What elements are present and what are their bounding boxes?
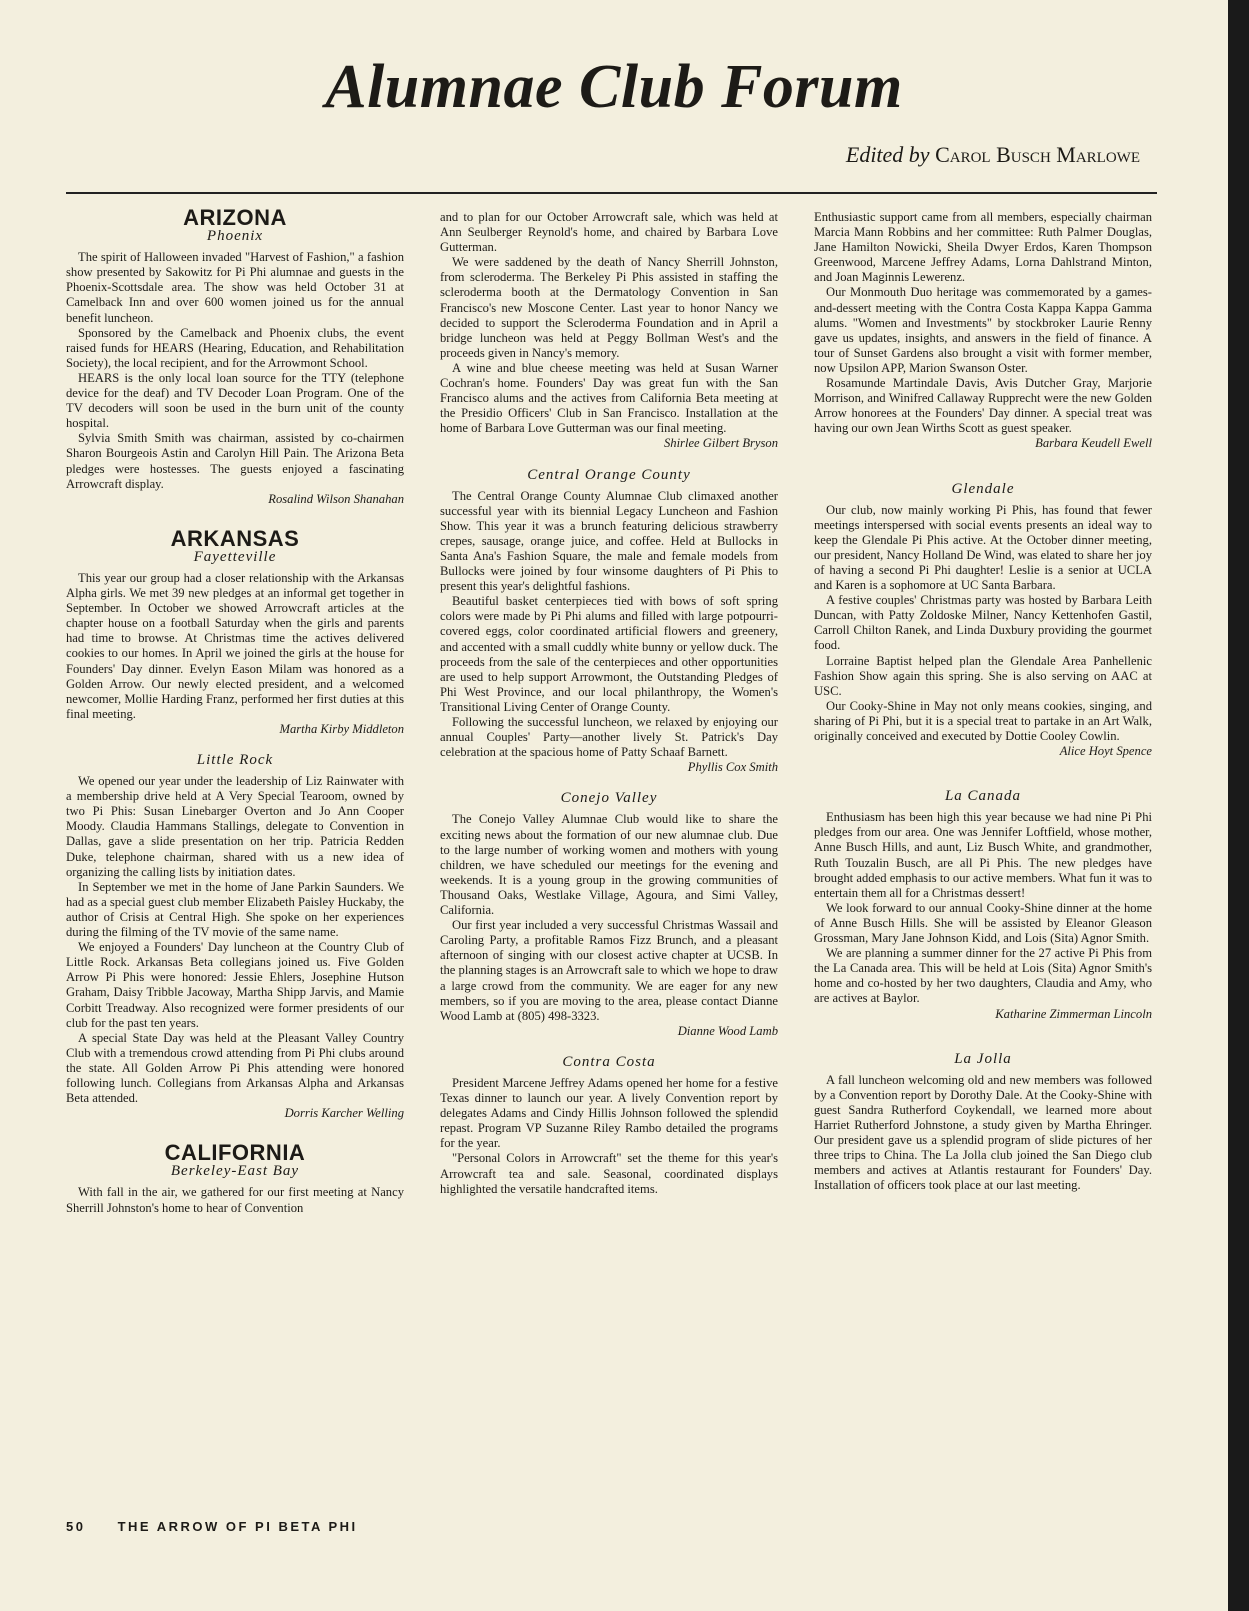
publication-name: THE ARROW OF PI BETA PHI [117,1519,358,1534]
paragraph: A wine and blue cheese meeting was held at Susan Warner Cochran's home. Founders' Day was great fun with the San Francisco alums and the actives from California Beta meeting at the Presidio Officers' Club in San Francisco. Installation at the home of Barbara Love Gutterman was our final meeting. [440,360,778,436]
column-1 [66,205,404,1216]
paragraph: We opened our year under the leadership of Liz Rainwater with a membership drive held at A Very Special Tearoom, owned by two Pi Phis: Susan Linebarger Overton and Jo Ann Cooper Moody. Claudia Hammans Stallings, delegate to Convention in Dallas, gave a slide presentation on her trip. Patricia Redden Duke, telephone chairman, shared with us a new idea of organizing the calling lists by initiation dates. [66,774,404,879]
paragraph: Sylvia Smith Smith was chairman, assisted by co-chairmen Sharon Bourgeois Astin and Carolyn Hill Pain. The Arizona Beta pledges were hostesses. The guests enjoyed a fascinating Arrowcraft display. [66,431,404,491]
paragraph: We enjoyed a Founders' Day luncheon at the Country Club of Little Rock. Arkansas Beta collegians joined us. Five Golden Arrow Pi Phis were honored: Jessie Ehlers, Josephine Hutson Graham, Daisy Tribble Jacoway, Martha Shipp Jarvis, and Mamie Corbitt Treadway. Also recognized were former presidents of our club for the past ten years. [66,940,404,1030]
section-heading-arizona: ARIZONA [183,205,287,230]
section-heading-arkansas: ARKANSAS [170,525,300,551]
signature: Martha Kirby Middleton [279,721,404,736]
editor-name: Carol Busch Marlowe [935,142,1140,167]
paragraph: Rosamunde Martindale Davis, Avis Dutcher Gray, Marjorie Morrison, and Winifred Callaway Rupprecht were the new Golden Arrow honorees at the Founders' Day dinner. A special treat was having our own Jean Wirths Scott as guest speaker. [814,376,1152,436]
paragraph: This year our group had a closer relationship with the Arkansas Alpha girls. We met 39 new pledges at an informal get together in September. In October we showed Arrowcraft articles at the chapter house on a football Saturday when the girls and parents had time to browse. At Christmas time the actives delivered cookies to our homes. In April we joined the girls at the house for Founders' Day dinner. Evelyn Eason Milam was honored as a Golden Arrow. Our newly elected president, and a welcomed newcomer, Mollie Harding Franz, performed her first duties at this final meeting. [66,570,404,721]
paragraph: Beautiful basket centerpieces tied with bows of soft spring colors were made by Pi Phi alums and filled with large potpourri-covered eggs, color coordinated artificial flowers and greenery, and accented with a small cuddly white bunny or yellow duck. The proceeds from the sale of the centerpieces and other opportunities are used to help support Arrowmont, the Outstanding Pledges of Phi West Province, and our local philanthropy, the Women's Transitional Living Center of Orange County. [440,594,778,714]
paragraph: A festive couples' Christmas party was hosted by Barbara Leith Duncan, with Patty Zoldoske Milner, Nancy Kettenhofen Gastil, Carroll Chilton Ranek, and Linda Duxbury providing the gourmet food. [814,593,1152,653]
paragraph: In September we met in the home of Jane Parkin Saunders. We had as a special guest club member Elizabeth Paisley Huckaby, the author of Crisis at Central High. She spoke on her experiences during the filming of the TV movie of the same name. [66,879,404,940]
signature: Rosalind Wilson Shanahan [268,491,404,506]
column-2 [440,210,778,1197]
signature: Alice Hoyt Spence [1059,744,1152,759]
paragraph: Following the successful luncheon, we relaxed by enjoying our annual Couples' Party—another lively St. Patrick's Day celebration at the spacious home of Patty Schaaf Barnett. [440,715,778,760]
paragraph: The Central Orange County Alumnae Club climaxed another successful year with its biennial Legacy Luncheon and Fashion Show. This year it was a brunch featuring delicious strawberry crepes, sausage, orange juice, and coffee. Held at Bullocks in Santa Ana's Fashion Square, the male and female models from Bullocks were joined by four winsome daughters of Pi Phis to present this year's delightful fashions. [440,488,778,594]
club-heading-la-canada: La Canada [944,788,1022,805]
club-heading-phoenix: Phoenix [206,228,264,245]
paragraph: We are planning a summer dinner for the 27 active Pi Phis from the La Canada area. This will be held at Lois (Sita) Agnor Smith's home and co-hosted by her two daughters, Claudia and Amy, who are actives at Baylor. [814,946,1152,1006]
club-heading-berkeley: Berkeley-East Bay [170,1163,300,1180]
page-title: Alumnae Club Forum [325,53,903,121]
paragraph: With fall in the air, we gathered for our first meeting at Nancy Sherrill Johnston's home to hear of Convention [66,1185,404,1215]
column-3 [814,210,1152,1193]
paragraph: We were saddened by the death of Nancy Sherrill Johnston, from scleroderma. The Berkeley Pi Phis assisted in staffing the scleroderma booth at the Dermatology Convention in San Francisco's new Moscone Center. Last year to honor Nancy we decided to support the Scleroderma Foundation and in April a bridge luncheon was held at Peggy Bollman West's and the proceeds given in Nancy's memory. [440,255,778,360]
paragraph: Our Monmouth Duo heritage was commemorated by a games-and-dessert meeting with the Contra Costa Kappa Kappa Gamma alums. "Women and Investments" by stockbroker Laurie Renny gave us updates, insights, and answers in the field of finance. A tour of Sunset Gardens also brought a visit with former member, now Upsilon APP, Marion Swanson Oster. [814,285,1152,375]
paragraph: The spirit of Halloween invaded "Harvest of Fashion," a fashion show presented by Sakowitz for Pi Phi alumnae and guests in the Phoenix-Scottsdale area. The show was held October 31 at Camelback Inn and over 600 women joined us for the annual benefit luncheon. [66,250,404,325]
page-footer [66,1519,384,1534]
signature: Phyllis Cox Smith [687,760,778,775]
paragraph: Lorraine Baptist helped plan the Glendale Area Panhellenic Fashion Show again this spring. She is also serving on AAC at USC. [814,653,1152,698]
paragraph: President Marcene Jeffrey Adams opened her home for a festive Texas dinner to launch our year. A lively Convention report by delegates Adams and Cindy Hillis Johnson followed the splendid repast. Program VP Suzanne Riley Rambo detailed the programs for the year. [440,1075,778,1151]
paragraph: A fall luncheon welcoming old and new members was followed by a Convention report by Dorothy Dale. At the Cooky-Shine with guest Sandra Rutherford Coykendall, we learned more about Harriet Rutherford Johnstone, a study given by Martha Ehringer. Our president gave us a splendid program of slide pictures of her three trips to China. The La Jolla club joined the San Diego club members and actives at Atlantis restaurant for Founders' Day. Installation of officers took place at our last meeting. [814,1072,1152,1193]
paragraph: "Personal Colors in Arrowcraft" set the theme for this year's Arrowcraft tea and sale. Seasonal, coordinated displays highlighted the versatile handcrafted items. [440,1151,778,1196]
paragraph: Our Cooky-Shine in May not only means cookies, singing, and sharing of Pi Phi, but it is a special treat to partake in an Art Walk, originally conceived and executed by Dottie Cooley Cowlin. [814,698,1152,743]
header-rule [66,192,1157,194]
signature: Dorris Karcher Welling [284,1106,404,1121]
signature: Dianne Wood Lamb [677,1023,778,1038]
club-heading-conejo-valley: Conejo Valley [560,790,658,807]
page-number: 50 [66,1519,86,1534]
paragraph: The Conejo Valley Alumnae Club would like to share the exciting news about the formation of our new alumnae club. Due to the large number of working women and mothers with young children, we have scheduled our meetings for the evening and weekends. It is a young group in the growing communities of Thousand Oaks, Westlake Village, Agoura, and Simi Valley, California. [440,812,778,918]
club-heading-contra-costa: Contra Costa [562,1053,656,1070]
club-heading-little-rock: Little Rock [196,752,274,768]
paragraph: Sponsored by the Camelback and Phoenix clubs, the event raised funds for HEARS (Hearing, Education, and Rehabilitation Society), the local recipient, and for the Arrowmont School. [66,325,404,370]
paragraph: A special State Day was held at the Pleasant Valley Country Club with a tremendous crowd attending from Pi Phi clubs around the state. All Golden Arrow Pi Phis attending were honored following lunch. Collegians from Arkansas Alpha and Arkansas Beta attended. [66,1030,404,1106]
paragraph: HEARS is the only local loan source for the TTY (telephone device for the deaf) and TV Decoder Loan Program. One of the TV decoders will soon be used in the burn unit of the county hospital. [66,370,404,431]
paragraph: Enthusiasm has been high this year because we had nine Pi Phi pledges from our area. One was Jennifer Loftfield, whose mother, Anne Busch Hills, and aunt, Liz Busch White, and grandmother, Ruth Touzalin Busch, are all Pi Phis. The new pledges have brought added emphasis to our active members. What fun it was to entertain them all for a Christmas dessert! [814,810,1152,900]
club-heading-fayetteville: Fayetteville [193,548,277,565]
editor-credit [846,142,1140,168]
section-heading-california: CALIFORNIA [164,1140,306,1166]
paragraph: Enthusiastic support came from all members, especially chairman Marcia Mann Robbins and her committee: Ruth Palmer Douglas, Jane Hamilton Nowicki, Sheila Dwyer Erdos, Karen Thompson Greenwood, Marcene Jeffrey Adams, Lorna Dahlstrand Minton, and Joan Maginnis Lewerenz. [814,210,1152,285]
signature: Shirlee Gilbert Bryson [663,436,778,451]
paragraph: Our club, now mainly working Pi Phis, has found that fewer meetings interspersed with social events presents an ideal way to keep the Glendale Pi Phis active. At the October dinner meeting, our president, Nancy Holland De Wind, was elated to share her joy of having a second Pi Phi daughter! Leslie is a senior at UCLA and Karen is a sophomore at UC Santa Barbara. [814,502,1152,593]
club-heading-central-orange-county: Central Orange County [527,466,691,483]
paragraph: Our first year included a very successful Christmas Wassail and Caroling Party, a profitable Ramos Fizz Brunch, and a pleasant afternoon of singing with our closest active chapter at UCSB. In the planning stages is an Arrowcraft sale to which we hope to draw a large crowd from the community. We are eager for any new members, so if you are moving to the area, please contact Dianne Wood Lamb at (805) 498-3323. [440,918,778,1023]
editor-prefix: Edited by [845,142,930,167]
club-heading-glendale: Glendale [951,480,1015,497]
paragraph: We look forward to our annual Cooky-Shine dinner at the home of Anne Busch Hills. She will be assisted by Eleanor Gleason Grossman, Mary Jane Johnson Kidd, and Lois (Sita) Agnor Smith. [814,900,1152,946]
club-heading-la-jolla: La Jolla [954,1050,1012,1067]
signature: Katharine Zimmerman Lincoln [995,1006,1152,1021]
paragraph: and to plan for our October Arrowcraft sale, which was held at Ann Seulberger Reynold's home, and chaired by Barbara Love Gutterman. [440,210,778,255]
signature: Barbara Keudell Ewell [1035,436,1152,451]
